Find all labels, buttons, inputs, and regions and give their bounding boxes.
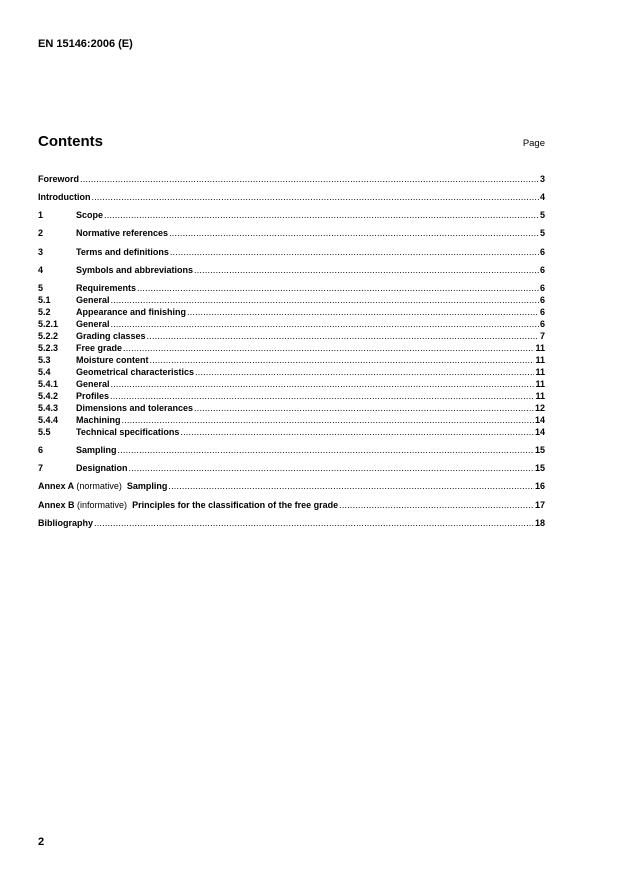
dot-leader (170, 246, 539, 258)
dot-leader (137, 282, 539, 294)
dot-leader (122, 414, 534, 426)
document-id-header: EN 15146:2006 (E) (38, 38, 133, 50)
toc-entry-number: 5.3 (38, 355, 51, 365)
toc-entry-page: 11 (535, 355, 545, 365)
dot-leader (110, 390, 534, 402)
dot-leader (94, 517, 534, 529)
annex-title: Principles for the classification of the free grade (132, 500, 339, 510)
toc-entry-page: 14 (534, 427, 545, 437)
toc-entry-number: 5.5 (38, 427, 51, 437)
dot-leader (150, 354, 535, 366)
toc-entry-page: 15 (534, 445, 545, 455)
toc-entry-requirements[interactable] (38, 282, 545, 294)
toc-entry-terms-and-definitions[interactable] (38, 246, 545, 258)
dot-leader (92, 191, 539, 203)
toc-entry-5-4[interactable] (38, 366, 545, 378)
toc-entry-page: 4 (539, 192, 545, 202)
toc-entry-number: 7 (38, 463, 44, 473)
dot-leader (339, 499, 534, 511)
dot-leader (169, 227, 539, 239)
toc-entry-page: 6 (539, 307, 545, 317)
toc-entry-foreword[interactable] (38, 173, 545, 185)
toc-entry-title: Technical specifications (76, 427, 180, 437)
toc-entry-5-2[interactable] (38, 306, 545, 318)
toc-entry-bibliography[interactable] (38, 517, 545, 529)
toc-entry-title: Moisture content (76, 355, 149, 365)
dot-leader (180, 426, 534, 438)
toc-entry-number: 5.2.1 (38, 319, 59, 329)
toc-entry-title: General (76, 295, 110, 305)
toc-entry-title: Foreword (38, 174, 80, 184)
toc-entry-page: 5 (539, 210, 545, 220)
page-number: 2 (38, 836, 45, 848)
toc-entry-page: 16 (534, 481, 545, 491)
toc-entry-number: 4 (38, 265, 44, 275)
toc-entry-number: 5.2 (38, 307, 51, 317)
toc-entry-title (38, 499, 338, 511)
toc-entry-page: 11 (535, 379, 545, 389)
toc-entry-page: 18 (534, 518, 545, 528)
toc-entry-page: 5 (539, 228, 545, 238)
dot-leader (80, 173, 539, 185)
annex-title: Sampling (126, 481, 168, 491)
toc-entry-title: Bibliography (38, 518, 94, 528)
page-column-label: Page (522, 138, 545, 149)
toc-entry-page: 7 (539, 331, 545, 341)
dot-leader (118, 444, 534, 456)
toc-entry-title: Appearance and finishing (76, 307, 187, 317)
annex-type-note: (informative) (77, 500, 128, 510)
toc-entry-5-2-2[interactable] (38, 330, 545, 342)
contents-heading: Contents (38, 133, 103, 150)
dot-leader (195, 366, 534, 378)
toc-entry-annex-a[interactable] (38, 480, 545, 492)
toc-entry-title: Machining (76, 415, 121, 425)
toc-entry-number: 5.4.3 (38, 403, 59, 413)
toc-entry-scope[interactable] (38, 209, 545, 221)
toc-entry-normative-references[interactable] (38, 227, 545, 239)
dot-leader (194, 402, 534, 414)
toc-entry-number: 3 (38, 247, 44, 257)
dot-leader (111, 318, 539, 330)
toc-entry-page: 11 (535, 343, 545, 353)
toc-entry-number: 5.4.2 (38, 391, 59, 401)
toc-entry-number: 5.4.4 (38, 415, 59, 425)
dot-leader (111, 294, 539, 306)
toc-entry-number: 5.4 (38, 367, 51, 377)
toc-entry-title: Designation (76, 463, 128, 473)
dot-leader (111, 378, 535, 390)
toc-entry-title: Grading classes (76, 331, 146, 341)
toc-entry-5-1[interactable] (38, 294, 545, 306)
toc-entry-page: 3 (539, 174, 545, 184)
toc-entry-title (38, 480, 167, 492)
toc-entry-page: 11 (535, 391, 545, 401)
toc-entry-page: 6 (539, 319, 545, 329)
annex-type-note: (normative) (76, 481, 122, 491)
toc-entry-5-4-4[interactable] (38, 414, 545, 426)
toc-entry-5-2-3[interactable] (38, 342, 545, 354)
toc-entry-introduction[interactable] (38, 191, 545, 203)
toc-entry-5-4-1[interactable] (38, 378, 545, 390)
toc-entry-title: Terms and definitions (76, 247, 169, 257)
toc-entry-title: General (76, 379, 110, 389)
toc-entry-number: 5.1 (38, 295, 51, 305)
dot-leader (129, 462, 534, 474)
toc-entry-5-4-3[interactable] (38, 402, 545, 414)
dot-leader (104, 209, 539, 221)
toc-entry-title: Sampling (76, 445, 117, 455)
dot-leader (187, 306, 539, 318)
toc-entry-title: Requirements (76, 283, 137, 293)
toc-entry-designation[interactable] (38, 462, 545, 474)
toc-entry-number: 5.4.1 (38, 379, 59, 389)
toc-entry-page: 12 (534, 403, 545, 413)
toc-entry-5-2-1[interactable] (38, 318, 545, 330)
dot-leader (194, 264, 539, 276)
toc-entry-title: Introduction (38, 192, 91, 202)
dot-leader (168, 480, 534, 492)
toc-entry-title: General (76, 319, 110, 329)
toc-entry-page: 11 (535, 367, 545, 377)
toc-entry-page: 6 (539, 283, 545, 293)
toc-entry-number: 6 (38, 445, 44, 455)
toc-entry-page: 17 (534, 500, 545, 510)
annex-label: Annex B (38, 500, 75, 510)
dot-leader (147, 330, 539, 342)
toc-entry-title: Symbols and abbreviations (76, 265, 194, 275)
toc-entry-number: 2 (38, 228, 44, 238)
toc-entry-number: 5 (38, 283, 44, 293)
toc-entry-number: 5.2.2 (38, 331, 59, 341)
dot-leader (123, 342, 534, 354)
toc-entry-5-3[interactable] (38, 354, 545, 366)
toc-entry-symbols-and-abbreviations[interactable] (38, 264, 545, 276)
toc-entry-page: 15 (534, 463, 545, 473)
toc-entry-annex-b[interactable] (38, 499, 545, 511)
toc-entry-sampling[interactable] (38, 444, 545, 456)
toc-entry-title: Scope (76, 210, 104, 220)
toc-entry-number: 1 (38, 210, 44, 220)
toc-entry-title: Dimensions and tolerances (76, 403, 194, 413)
toc-entry-5-4-2[interactable] (38, 390, 545, 402)
toc-entry-page: 6 (539, 295, 545, 305)
toc-entry-title: Normative references (76, 228, 169, 238)
toc-entry-5-5[interactable] (38, 426, 545, 438)
toc-entry-page: 6 (539, 265, 545, 275)
annex-label: Annex A (38, 481, 74, 491)
toc-entry-title: Profiles (76, 391, 110, 401)
toc-entry-title: Free grade (76, 343, 123, 353)
toc-entry-title: Geometrical characteristics (76, 367, 195, 377)
toc-entry-page: 6 (539, 247, 545, 257)
toc-entry-number: 5.2.3 (38, 343, 59, 353)
toc-entry-page: 14 (534, 415, 545, 425)
